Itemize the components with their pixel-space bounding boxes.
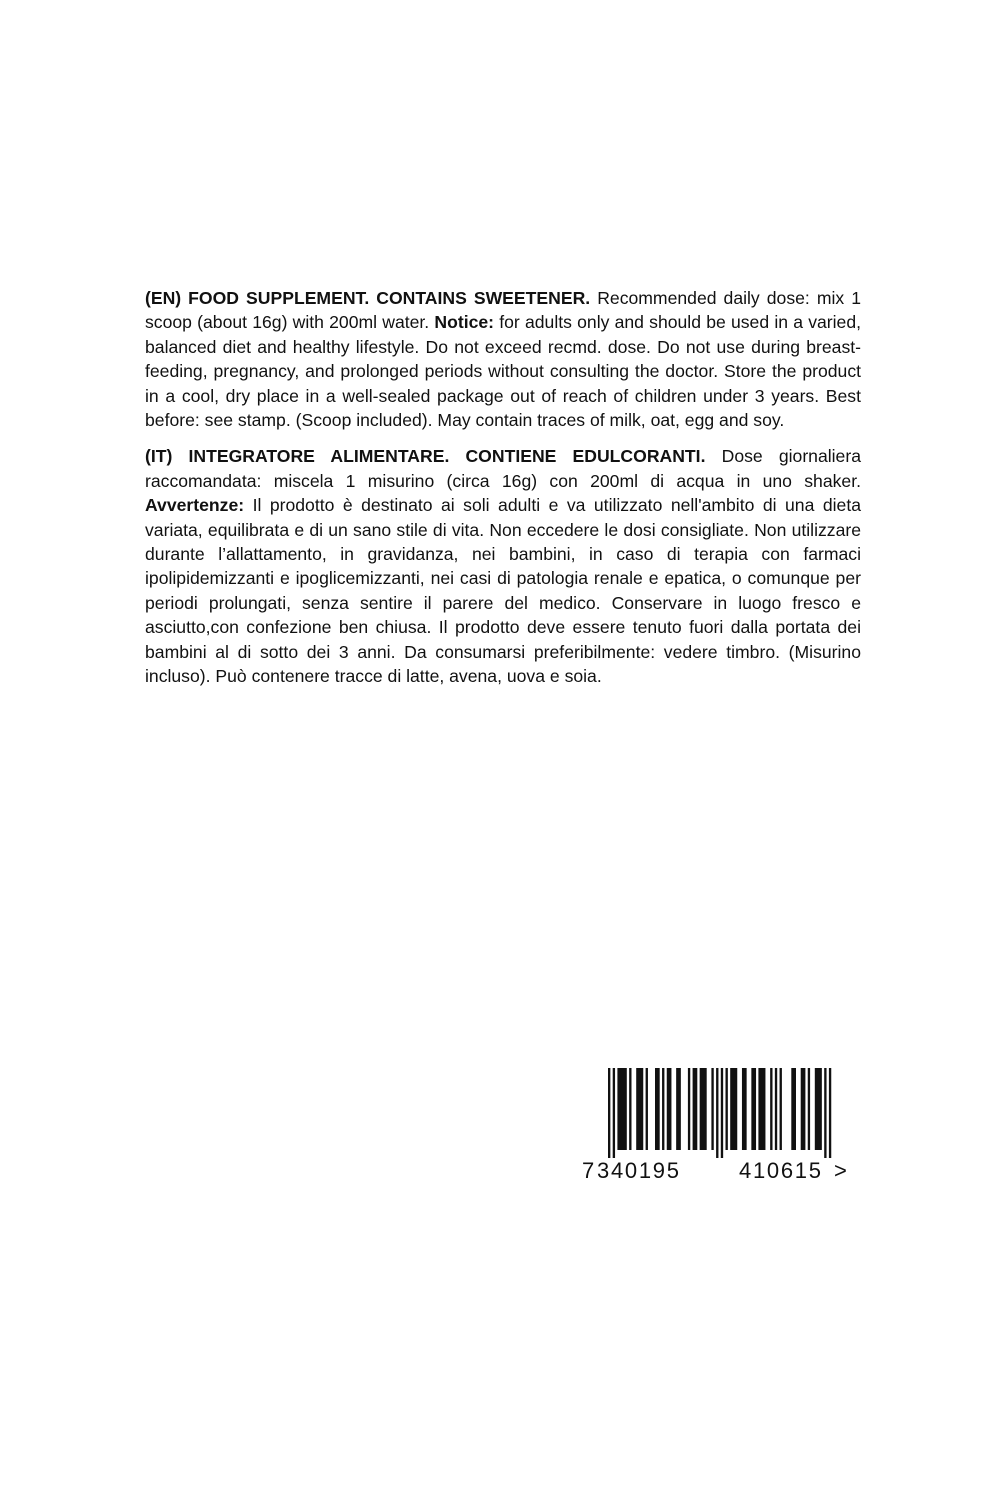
barcode-bar bbox=[751, 1068, 756, 1150]
barcode-bar bbox=[693, 1068, 698, 1150]
barcode-bar bbox=[815, 1068, 822, 1150]
barcode-bar bbox=[646, 1068, 648, 1150]
barcode-bar bbox=[688, 1068, 690, 1150]
barcode-bar bbox=[742, 1068, 747, 1150]
barcode-bar bbox=[700, 1068, 707, 1150]
label-text-block bbox=[145, 286, 861, 701]
barcode-guard-bar bbox=[824, 1068, 826, 1158]
barcode-guard-bar bbox=[608, 1068, 610, 1158]
barcode-guard-bar bbox=[829, 1068, 831, 1158]
barcode-guard-bar bbox=[721, 1068, 723, 1158]
barcode-bar bbox=[801, 1068, 806, 1150]
barcode-guard-bar bbox=[613, 1068, 615, 1158]
barcode-bar bbox=[629, 1068, 631, 1150]
english-notice-label: Notice: bbox=[434, 312, 495, 333]
barcode-graphic bbox=[578, 1068, 858, 1180]
barcode-bar bbox=[726, 1068, 728, 1150]
italian-paragraph bbox=[145, 444, 861, 688]
barcode-bar bbox=[775, 1068, 777, 1150]
barcode-bar bbox=[655, 1068, 660, 1150]
barcode-quiet-zone-marker: > bbox=[834, 1158, 847, 1180]
italian-notice-label: Avvertenze: bbox=[145, 495, 245, 516]
barcode-bar bbox=[730, 1068, 737, 1150]
barcode-bar bbox=[662, 1068, 664, 1150]
barcode-right-digits: 410615 bbox=[739, 1158, 821, 1180]
barcode-guard-bar bbox=[716, 1068, 718, 1158]
english-paragraph bbox=[145, 286, 861, 432]
barcode-first-digit: 7 bbox=[582, 1158, 595, 1180]
barcode-bar bbox=[770, 1068, 772, 1150]
english-dose-text: Recommended daily dose: mix 1 scoop (about 16g) with 200ml water. bbox=[145, 288, 861, 333]
italian-dose-text: Dose giornaliera raccomandata: miscela 1 misurino (circa 16g) con 200ml di acqua in uno shaker. bbox=[145, 446, 861, 491]
barcode-bar bbox=[636, 1068, 643, 1150]
barcode-bar bbox=[791, 1068, 796, 1150]
ean13-barcode bbox=[578, 1068, 858, 1180]
barcode-bars bbox=[608, 1068, 831, 1158]
english-heading: (EN) FOOD SUPPLEMENT. CONTAINS SWEETENER. bbox=[145, 288, 591, 308]
italian-notice-text: Il prodotto è destinato ai soli adulti e va utilizzato nell'ambito di una dieta variata, equilibrata e di un sano stile di vita. Non eccedere le dosi consigliate. Non utilizzare durante l’allattamento, in gravidanza, nei bambini, in caso di terapia con farmaci ipolipidemizzanti e ipoglicemizzanti, nei casi di patologia renale e epatica, o comunque per periodi prolungati, senza sentire il parere del medico. Conservare in luogo fresco e asciutto,con confezione ben chiusa. Il prodotto deve essere tenuto fuori dalla portata dei bambini al di sotto dei 3 anni. Da consumarsi preferibilmente: vedere timbro. (Misurino incluso). Può contenere tracce di latte, avena, uova e soia. bbox=[145, 495, 861, 687]
barcode-bar bbox=[676, 1068, 681, 1150]
barcode-bar bbox=[780, 1068, 782, 1150]
barcode-bar bbox=[617, 1068, 626, 1150]
barcode-bar bbox=[758, 1068, 765, 1150]
barcode-left-digits: 340195 bbox=[597, 1158, 679, 1180]
italian-heading: (IT) INTEGRATORE ALIMENTARE. CONTIENE EDULCORANTI. bbox=[145, 446, 706, 467]
barcode-bar bbox=[667, 1068, 672, 1150]
barcode-bar bbox=[808, 1068, 810, 1150]
barcode-bar bbox=[711, 1068, 713, 1150]
english-notice-text: for adults only and should be used in a varied, balanced diet and healthy lifestyle. Do not exceed recmd. dose. Do not use during breast-feeding, pregnancy, and prolonged periods without consulting the doctor. Store the product in a cool, dry place in a well-sealed package out of reach of children under 3 years. Best before: see stamp. (Scoop included). May contain traces of milk, oat, egg and soy. bbox=[145, 312, 862, 431]
